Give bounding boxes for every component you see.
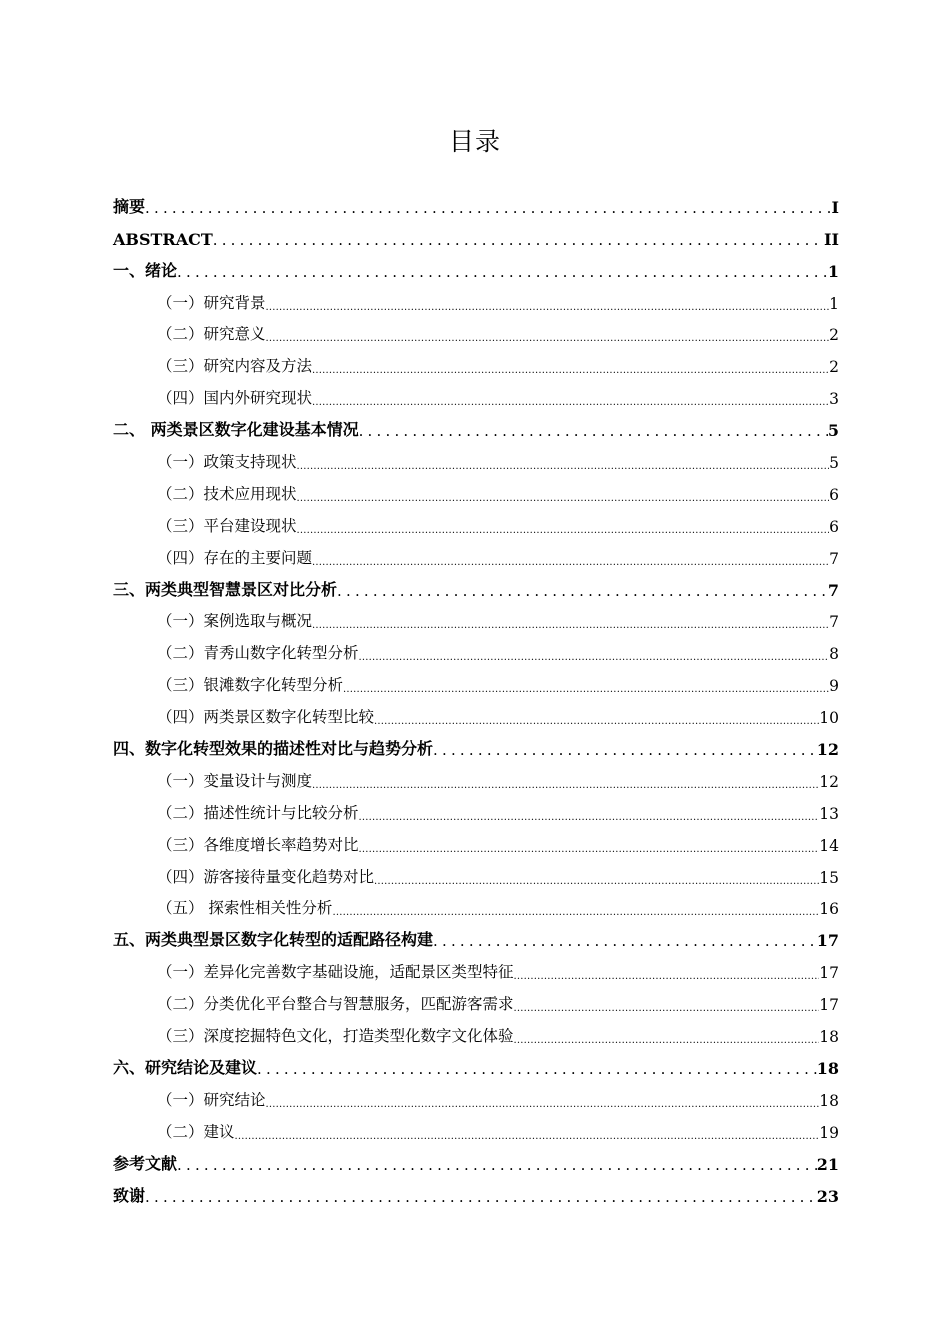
toc-chapter-entry[interactable] bbox=[113, 575, 839, 607]
dot-leader bbox=[297, 493, 830, 504]
toc-section-entry[interactable] bbox=[113, 543, 839, 575]
dot-leader bbox=[312, 620, 829, 631]
toc-page-number: 21 bbox=[816, 1154, 839, 1174]
toc-entry-label: 四、数字化转型效果的描述性对比与趋势分析 bbox=[113, 739, 434, 759]
toc-entry-label: （一）研究背景 bbox=[157, 293, 266, 312]
toc-section-entry[interactable] bbox=[113, 1021, 839, 1053]
toc-entry-label: （四）国内外研究现状 bbox=[157, 389, 313, 408]
dot-leader bbox=[235, 1131, 820, 1142]
dot-leader bbox=[266, 333, 830, 344]
toc-page-number: 13 bbox=[819, 804, 839, 823]
toc-section-entry[interactable] bbox=[113, 607, 839, 639]
toc-entry-label: （一）变量设计与测度 bbox=[157, 771, 313, 790]
dot-leader bbox=[297, 525, 830, 536]
toc-page-number: II bbox=[824, 229, 839, 249]
dot-leader bbox=[359, 812, 820, 823]
dot-leader bbox=[343, 684, 829, 695]
toc-page-number: 19 bbox=[819, 1123, 839, 1142]
toc-section-entry[interactable] bbox=[113, 383, 839, 415]
toc-page-number: I bbox=[831, 197, 839, 217]
toc-section-entry[interactable] bbox=[113, 894, 839, 926]
dot-leader bbox=[312, 365, 829, 376]
dot-leader bbox=[266, 302, 830, 313]
dot-leader bbox=[266, 1099, 820, 1110]
toc-entry-label: （四）两类景区数字化转型比较 bbox=[157, 708, 375, 727]
toc-entry-label: 一、绪论 bbox=[113, 260, 178, 280]
dot-leader bbox=[312, 780, 819, 791]
toc-page-number: 2 bbox=[829, 358, 839, 377]
toc-entry-label: （三）研究内容及方法 bbox=[157, 357, 313, 376]
dot-leader bbox=[374, 716, 819, 727]
toc-chapter-entry[interactable] bbox=[113, 415, 839, 447]
dot-leader bbox=[145, 199, 832, 217]
toc-section-entry[interactable] bbox=[113, 798, 839, 830]
toc-page-number: 18 bbox=[816, 1058, 839, 1078]
toc-entry-label: （一）政策支持现状 bbox=[157, 453, 297, 472]
dot-leader bbox=[359, 652, 830, 663]
dot-leader bbox=[312, 557, 829, 568]
toc-page-number: 9 bbox=[829, 677, 839, 696]
dot-leader bbox=[177, 263, 828, 281]
dot-leader bbox=[359, 422, 828, 440]
toc-entry-label: （一）差异化完善数字基础设施，适配景区类型特征 bbox=[157, 963, 514, 982]
dot-leader bbox=[514, 971, 820, 982]
toc-entry-label: （二）描述性统计与比较分析 bbox=[157, 803, 359, 822]
toc-page-number: 17 bbox=[816, 931, 839, 951]
toc-chapter-entry[interactable] bbox=[113, 1181, 839, 1213]
toc-chapter-entry[interactable] bbox=[113, 224, 839, 256]
toc-chapter-entry[interactable] bbox=[113, 192, 839, 224]
dot-leader bbox=[514, 1003, 820, 1014]
toc-entry-label: （一）研究结论 bbox=[157, 1090, 266, 1109]
toc-section-entry[interactable] bbox=[113, 1085, 839, 1117]
toc-page-number: 12 bbox=[819, 772, 839, 791]
toc-entry-label: （一）案例选取与概况 bbox=[157, 612, 313, 631]
toc-page-number: 17 bbox=[819, 996, 839, 1015]
toc-entry-label: （四）游客接待量变化趋势对比 bbox=[157, 867, 375, 886]
toc-entry-label: （二）分类优化平台整合与智慧服务，匹配游客需求 bbox=[157, 995, 514, 1014]
toc-section-entry[interactable] bbox=[113, 862, 839, 894]
dot-leader bbox=[433, 741, 817, 759]
toc-entry-label: （二）建议 bbox=[157, 1122, 235, 1141]
dot-leader bbox=[297, 461, 830, 472]
toc-entry-label: 六、研究结论及建议 bbox=[113, 1057, 258, 1077]
toc-chapter-entry[interactable] bbox=[113, 256, 839, 288]
toc-page-number: 18 bbox=[819, 1091, 839, 1110]
toc-page-number: 6 bbox=[829, 517, 839, 536]
toc-section-entry[interactable] bbox=[113, 511, 839, 543]
toc-entry-label: （三）深度挖掘特色文化，打造类型化数字文化体验 bbox=[157, 1027, 514, 1046]
toc-page-number: 17 bbox=[819, 964, 839, 983]
toc-entry-label: 参考文献 bbox=[113, 1153, 178, 1173]
toc-entry-label: （五） 探索性相关性分析 bbox=[157, 899, 333, 918]
toc-section-entry[interactable] bbox=[113, 957, 839, 989]
toc-section-entry[interactable] bbox=[113, 288, 839, 320]
toc-chapter-entry[interactable] bbox=[113, 925, 839, 957]
toc-entry-label: （二）技术应用现状 bbox=[157, 484, 297, 503]
toc-entry-label: （三）银滩数字化转型分析 bbox=[157, 676, 344, 695]
dot-leader bbox=[213, 231, 824, 249]
toc-page-number: 2 bbox=[829, 326, 839, 345]
dot-leader bbox=[433, 932, 817, 950]
toc-section-entry[interactable] bbox=[113, 830, 839, 862]
dot-leader bbox=[374, 876, 819, 887]
toc-section-entry[interactable] bbox=[113, 351, 839, 383]
toc-entry-label: 摘要 bbox=[113, 196, 146, 216]
toc-section-entry[interactable] bbox=[113, 702, 839, 734]
toc-page-number: 12 bbox=[816, 740, 839, 760]
toc-page-number: 7 bbox=[829, 549, 839, 568]
toc-entry-label: （三）各维度增长率趋势对比 bbox=[157, 835, 359, 854]
toc-entry-label: （三）平台建设现状 bbox=[157, 516, 297, 535]
toc-chapter-entry[interactable] bbox=[113, 1053, 839, 1085]
toc-section-entry[interactable] bbox=[113, 670, 839, 702]
toc-entry-label: 致谢 bbox=[113, 1185, 146, 1205]
dot-leader bbox=[514, 1035, 820, 1046]
toc-page-number: 7 bbox=[829, 613, 839, 632]
toc-entry-label: 二、 两类景区数字化建设基本情况 bbox=[113, 420, 359, 440]
dot-leader bbox=[337, 582, 828, 600]
toc-page-number: 5 bbox=[829, 454, 839, 473]
dot-leader bbox=[332, 907, 819, 918]
dot-leader bbox=[145, 1188, 817, 1206]
toc-page-number: 18 bbox=[819, 1028, 839, 1047]
toc-page-number: 23 bbox=[816, 1186, 839, 1206]
toc-section-entry[interactable] bbox=[113, 989, 839, 1021]
toc-page-number: 14 bbox=[819, 836, 839, 855]
toc-page-number: 5 bbox=[827, 421, 839, 441]
toc-page-number: 7 bbox=[827, 580, 839, 600]
toc-section-entry[interactable] bbox=[113, 479, 839, 511]
toc-entry-label: ABSTRACT bbox=[113, 229, 213, 249]
toc-page-number: 8 bbox=[829, 645, 839, 664]
toc-entry-label: （四）存在的主要问题 bbox=[157, 548, 313, 567]
toc-section-entry[interactable] bbox=[113, 766, 839, 798]
toc-page-number: 1 bbox=[829, 294, 839, 313]
toc-page-number: 6 bbox=[829, 485, 839, 504]
table-of-contents bbox=[113, 192, 839, 1213]
toc-page-number: 3 bbox=[829, 390, 839, 409]
dot-leader bbox=[257, 1060, 817, 1078]
toc-chapter-entry[interactable] bbox=[113, 1149, 839, 1181]
toc-entry-label: 三、两类典型智慧景区对比分析 bbox=[113, 579, 338, 599]
dot-leader bbox=[359, 844, 820, 855]
dot-leader bbox=[312, 397, 829, 408]
toc-chapter-entry[interactable] bbox=[113, 734, 839, 766]
toc-page-number: 16 bbox=[819, 900, 839, 919]
toc-section-entry[interactable] bbox=[113, 1117, 839, 1149]
toc-section-entry[interactable] bbox=[113, 447, 839, 479]
toc-page-number: 1 bbox=[827, 261, 839, 281]
toc-entry-label: 五、两类典型景区数字化转型的适配路径构建 bbox=[113, 930, 434, 950]
toc-page-number: 10 bbox=[819, 709, 839, 728]
toc-section-entry[interactable] bbox=[113, 320, 839, 352]
dot-leader bbox=[177, 1156, 817, 1174]
page-title: 目录 bbox=[448, 127, 501, 156]
toc-page-number: 15 bbox=[819, 868, 839, 887]
toc-entry-label: （二）青秀山数字化转型分析 bbox=[157, 644, 359, 663]
toc-entry-label: （二）研究意义 bbox=[157, 325, 266, 344]
toc-section-entry[interactable] bbox=[113, 638, 839, 670]
